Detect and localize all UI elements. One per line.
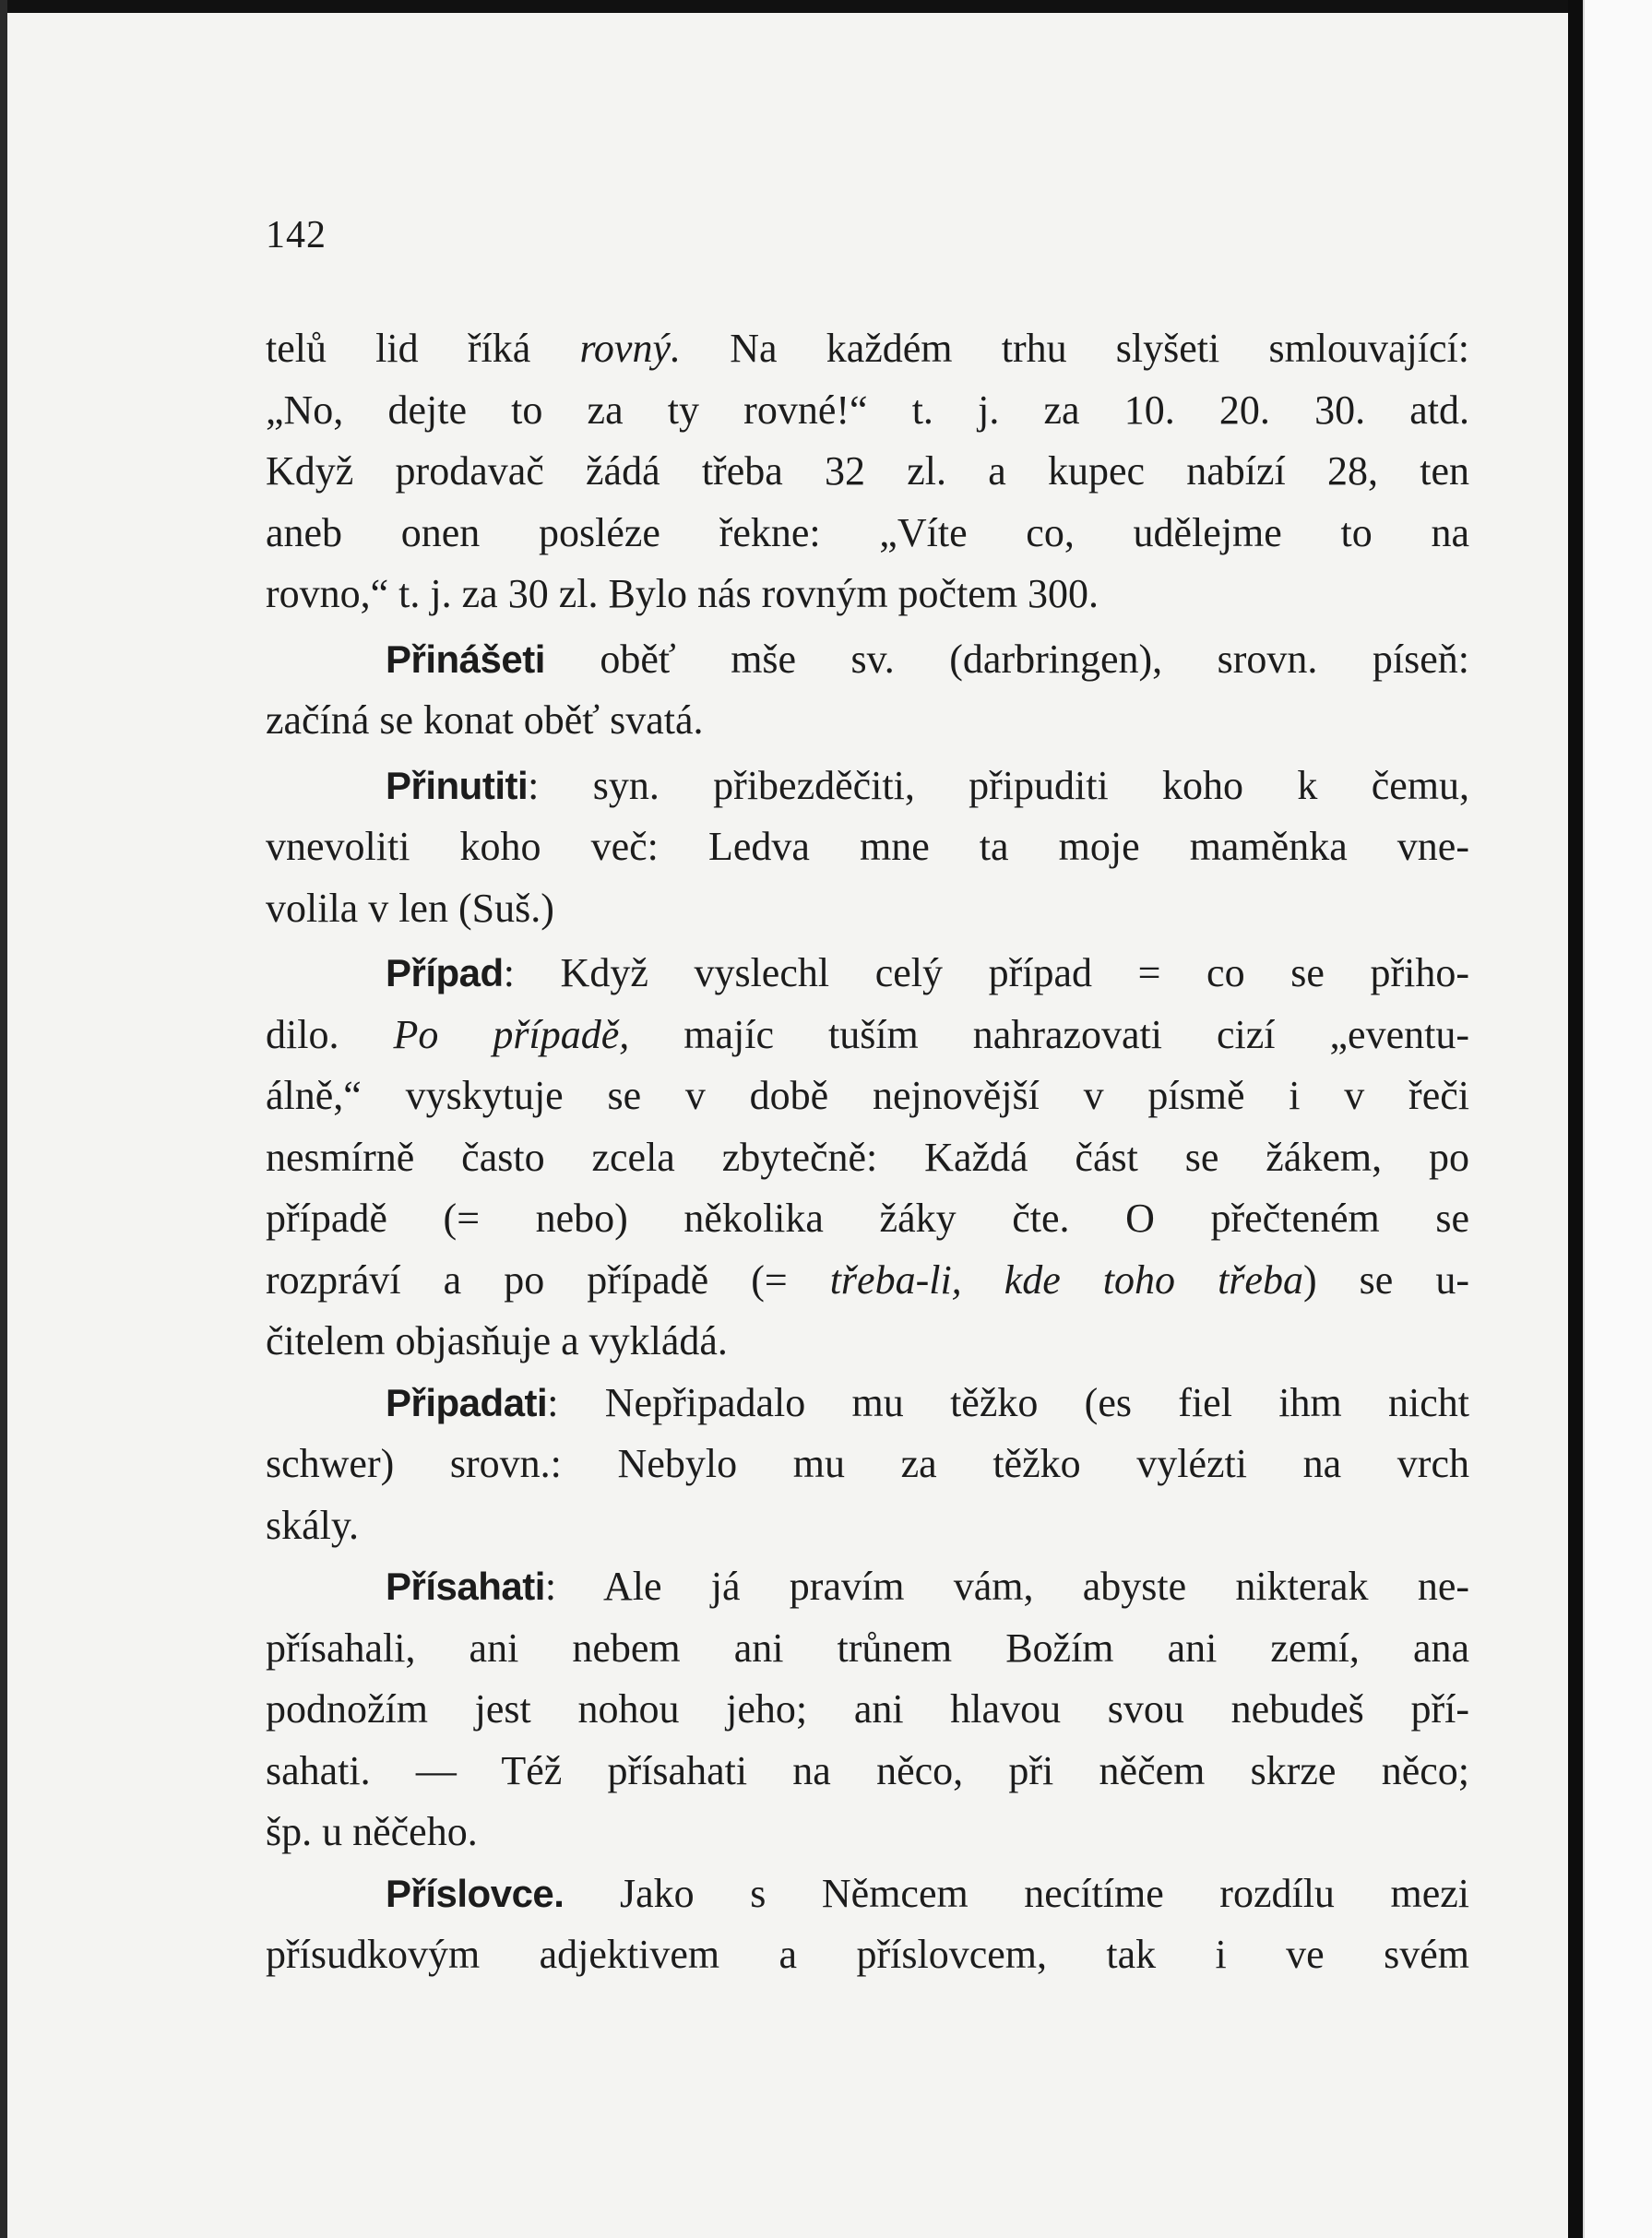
text-line: volila v len (Suš.) bbox=[266, 885, 554, 931]
text-line: nesmírně často zcela zbytečně: Každá část se žákem, po bbox=[266, 1134, 1469, 1180]
dictionary-entry-prisahati: Přísahati: Ale já pravím vám, abyste nikterak ne- bbox=[386, 1564, 1469, 1609]
dictionary-entry-prinutiti: Přinutiti: syn. přibezděčiti, připuditi koho k čemu, bbox=[386, 762, 1469, 808]
page-number: 142 bbox=[266, 214, 327, 256]
page-text bbox=[266, 208, 1469, 1986]
text-line: sahati. — Též přísahati na něco, při něčem skrze něco; bbox=[266, 1747, 1469, 1793]
entry-headword: Přinášeti bbox=[386, 637, 545, 681]
text-line: vnevoliti koho več: Ledva mne ta moje maměnka vne- bbox=[266, 824, 1469, 869]
scan-top-edge bbox=[0, 0, 1652, 13]
text-line: podnožím jest nohou jeho; ani hlavou svou nebudeš pří- bbox=[266, 1686, 1469, 1732]
text-line: začíná se konat oběť svatá. bbox=[266, 697, 704, 743]
adjacent-page-edge bbox=[1583, 0, 1652, 2238]
text-line: aneb onen posléze řekne: „Víte co, udělejme to na bbox=[266, 509, 1469, 555]
text-line: dilo. Po případě, majíc tuším nahrazovati cizí „eventu- bbox=[266, 1011, 1469, 1057]
text-line: álně,“ vyskytuje se v době nejnovější v písmě i v řeči bbox=[266, 1073, 1469, 1118]
entry-headword: Příslovce. bbox=[386, 1871, 565, 1915]
entry-headword: Případ bbox=[386, 951, 504, 994]
entry-headword: Připadati bbox=[386, 1380, 548, 1424]
text-line: přísudkovým adjektivem a příslovcem, tak i ve svém bbox=[266, 1932, 1469, 1977]
text-line: schwer) srovn.: Nebylo mu za těžko vylézti na vrch bbox=[266, 1441, 1469, 1486]
entry-headword: Přísahati bbox=[386, 1565, 545, 1608]
dictionary-entry-prinaseti: Přinášeti oběť mše sv. (darbringen), srovn. píseň: bbox=[386, 636, 1469, 682]
text-line: „No, dejte to za ty rovné!“ t. j. za 10. 20. 30. atd. bbox=[266, 387, 1469, 433]
text-line: rozpráví a po případě (= třeba-li, kde toho třeba) se u- bbox=[266, 1256, 1469, 1303]
text-line: přísahali, ani nebem ani trůnem Božím ani zemí, ana bbox=[266, 1625, 1469, 1671]
text-line: rovno,“ t. j. za 30 zl. Bylo nás rovným počtem 300. bbox=[266, 571, 1099, 616]
text-line: telů lid říká rovný. Na každém trhu slyšeti smlouvající: bbox=[266, 326, 1469, 371]
entry-headword: Přinutiti bbox=[386, 763, 529, 807]
book-spine-shadow bbox=[1568, 0, 1583, 2238]
text-line: čitelem objasňuje a vykládá. bbox=[266, 1318, 728, 1363]
text-line: skály. bbox=[266, 1502, 360, 1548]
text-line: případě (= nebo) několika žáky čte. O přečteném se bbox=[266, 1196, 1469, 1241]
dictionary-entry-pripadati: Připadati: Nepřipadalo mu těžko (es fiel ihm nicht bbox=[386, 1379, 1469, 1425]
scan-left-edge bbox=[0, 0, 7, 2238]
dictionary-entry-prislovce: Příslovce. Jako s Němcem necítíme rozdílu mezi bbox=[386, 1870, 1469, 1916]
dictionary-entry-pripad: Případ: Když vyslechl celý případ = co se přiho- bbox=[386, 950, 1469, 995]
text-line: šp. u něčeho. bbox=[266, 1809, 478, 1854]
text-line: Když prodavač žádá třeba 32 zl. a kupec nabízí 28, ten bbox=[266, 448, 1469, 494]
